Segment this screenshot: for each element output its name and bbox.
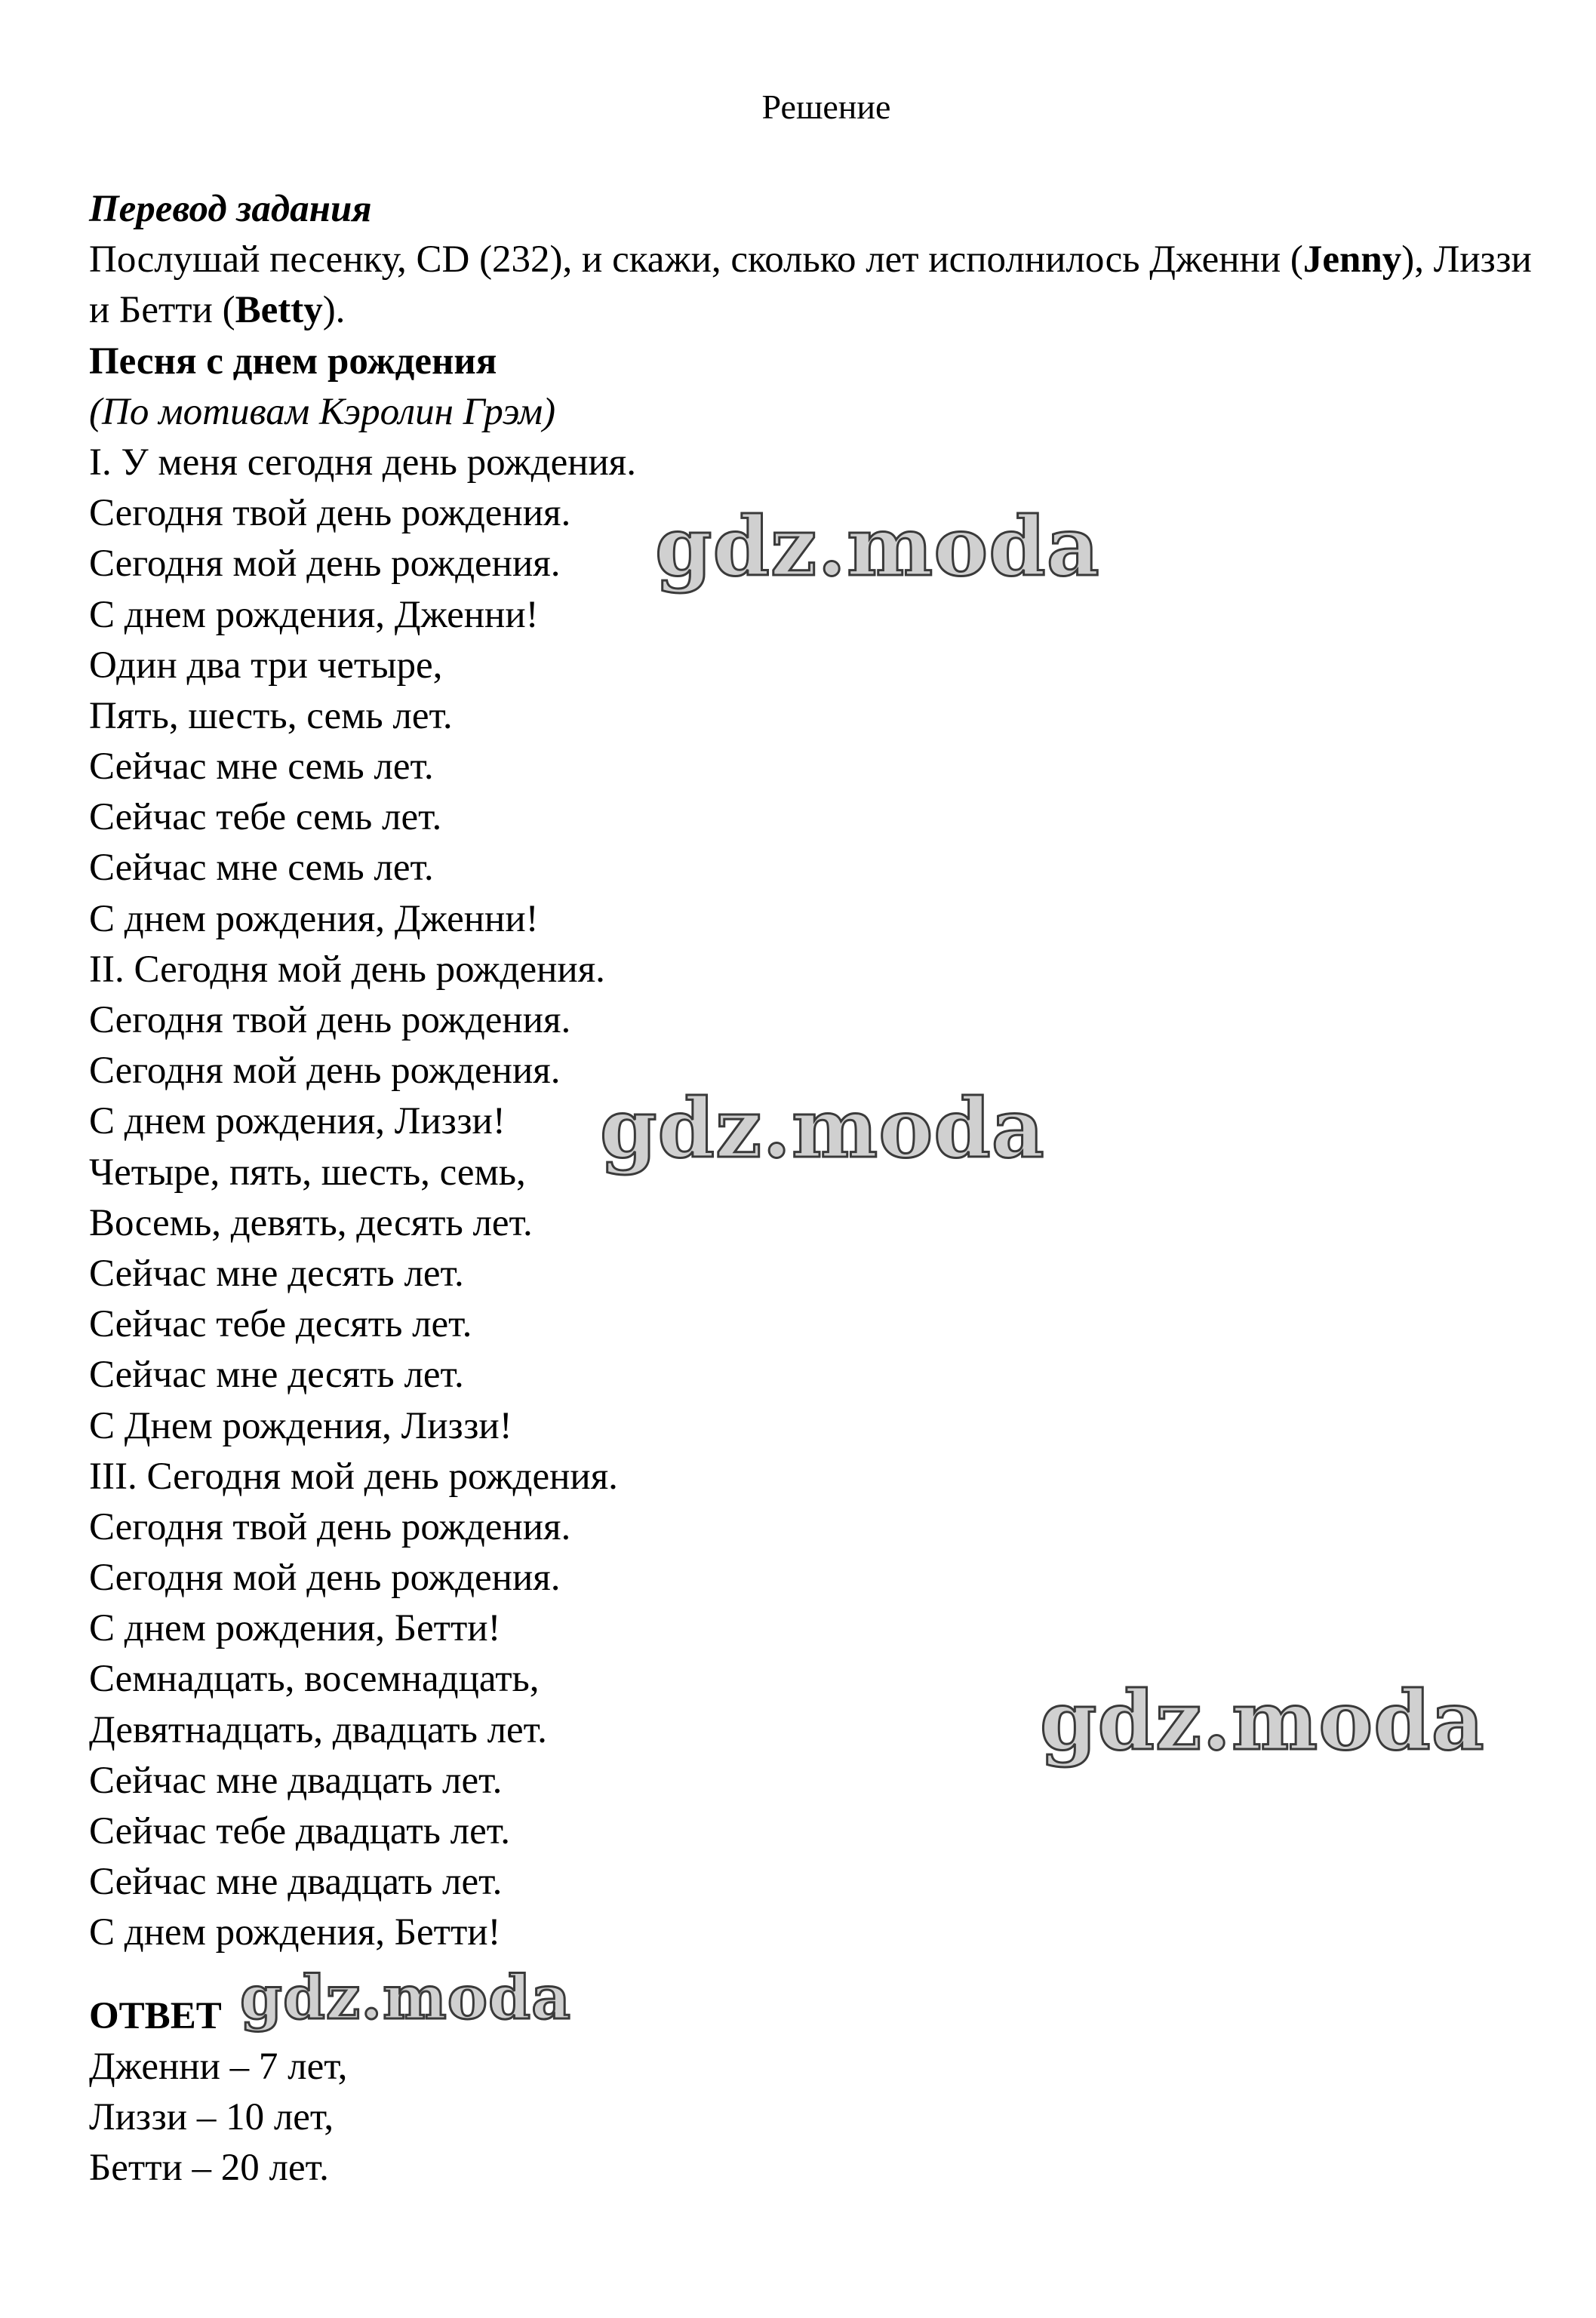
song-subtitle: (По мотивам Кэролин Грэм) [89,390,556,433]
task-intro [89,235,1553,336]
lyric-line: II. Сегодня мой день рождения. [89,948,605,991]
intro-text-3: ). [322,289,346,332]
lyric-line: Сейчас мне двадцать лет. [89,1861,503,1904]
intro-name-jenny: Jenny [1302,238,1402,281]
lyric-line: Сейчас мне семь лет. [89,847,434,890]
lyric-line: Четыре, пять, шесть, семь, [89,1151,526,1194]
lyric-line: I. У меня сегодня день рождения. [89,441,637,484]
answer-line: Лиззи – 10 лет, [89,2095,334,2138]
lyric-line: Сейчас тебе семь лет. [89,796,442,839]
lyric-line: III. Сегодня мой день рождения. [89,1455,618,1498]
song-title: Песня с днем рождения [89,340,497,383]
watermark: gdz.moda [600,1081,1045,1176]
lyric-line: Сегодня твой день рождения. [89,492,571,535]
lyric-line: С днем рождения, Дженни! [89,593,539,636]
intro-text-1: Послушай песенку, CD (232), и скажи, сколько лет исполнилось Дженни ( [89,238,1303,281]
lyric-line: Сейчас мне семь лет. [89,746,434,789]
lyric-line: Сегодня мой день рождения. [89,1050,561,1093]
answer-title: ОТВЕТ [89,1994,222,2037]
lyric-line: С днем рождения, Бетти! [89,1911,501,1954]
page-header: Решение [761,88,891,126]
answer-line: Бетти – 20 лет. [89,2147,329,2190]
lyric-line: Сейчас мне двадцать лет. [89,1759,503,1802]
lyric-line: Сейчас мне десять лет. [89,1354,464,1397]
lyric-line: С днем рождения, Бетти! [89,1607,501,1650]
lyric-line: С днем рождения, Лиззи! [89,1100,506,1143]
lyric-line: Сегодня твой день рождения. [89,1505,571,1548]
lyric-line: Пять, шесть, семь лет. [89,694,453,737]
lyric-line: С Днем рождения, Лиззи! [89,1404,512,1447]
lyric-line: Девятнадцать, двадцать лет. [89,1708,547,1751]
lyric-line: Семнадцать, восемнадцать, [89,1658,540,1701]
lyric-line: Один два три четыре, [89,644,443,687]
lyric-line: Сейчас тебе двадцать лет. [89,1810,510,1853]
section-title: Перевод задания [89,188,372,230]
document-body [89,184,1553,2193]
lyric-line: Восемь, девять, десять лет. [89,1201,533,1244]
intro-name-betty: Betty [235,289,323,332]
lyric-line: Сегодня твой день рождения. [89,999,571,1042]
lyric-line: Сегодня мой день рождения. [89,543,561,586]
watermark: gdz.moda [655,500,1100,595]
answer-line: Дженни – 7 лет, [89,2045,348,2088]
lyric-line: Сегодня мой день рождения. [89,1557,561,1600]
watermark: gdz.moda [240,1962,571,2033]
answer-block [89,2042,1553,2194]
watermark: gdz.moda [1040,1674,1485,1769]
lyric-line: Сейчас тебе десять лет. [89,1303,472,1346]
lyric-line: Сейчас мне десять лет. [89,1252,464,1295]
intro-text-2: ), Лиззи и Бетти ( [89,238,1532,332]
lyric-line: С днем рождения, Дженни! [89,897,539,940]
